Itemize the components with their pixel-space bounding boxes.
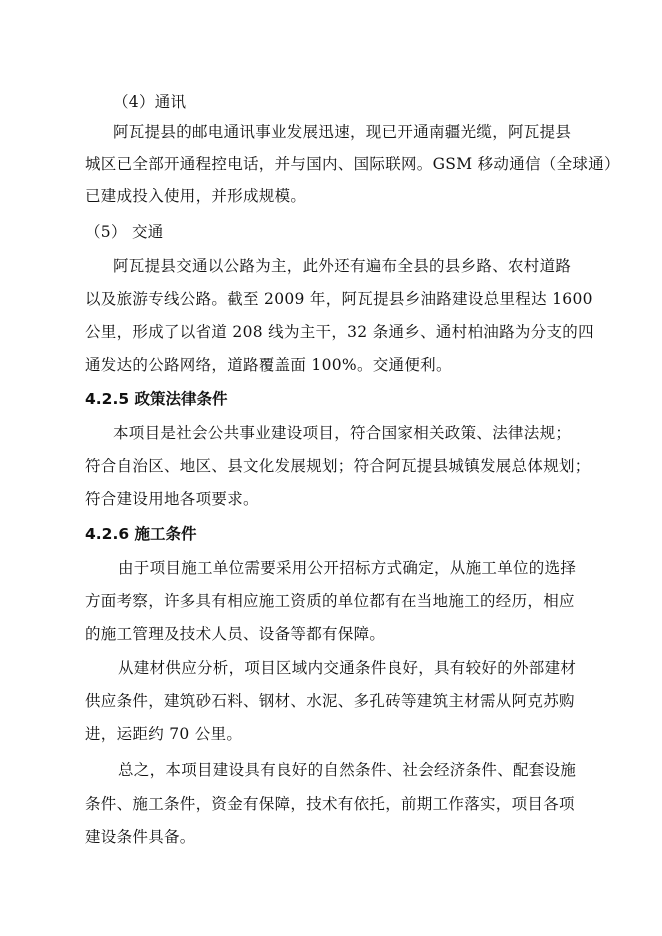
paragraph-line: 的施工管理及技术人员、设备等都有保障。	[85, 625, 386, 643]
paragraph-line: 公里，形成了以省道 208 线为主干，32 条通乡、通村柏油路为分支的四	[85, 323, 594, 341]
paragraph-line: 阿瓦提县的邮电通讯事业发展迅速，现已开通南疆光缆，阿瓦提县	[113, 123, 572, 141]
paragraph-line: 符合建设用地各项要求。	[85, 490, 259, 508]
paragraph-line: 以及旅游专线公路。截至 2009 年，阿瓦提县乡油路建设总里程达 1600	[85, 290, 593, 308]
paragraph-line: 总之，本项目建设具有良好的自然条件、社会经济条件、配套设施	[118, 761, 577, 779]
paragraph-line: 本项目是社会公共事业建设项目，符合国家相关政策、法律法规；	[113, 424, 572, 442]
paragraph-line: 通发达的公路网络，道路覆盖面 100%。交通便利。	[85, 356, 452, 374]
paragraph-line: 由于项目施工单位需要采用公开招标方式确定，从施工单位的选择	[118, 559, 577, 577]
subheading-telecom: （4）通讯	[113, 93, 187, 111]
paragraph-line: 阿瓦提县交通以公路为主，此外还有遍布全县的县乡路、农村道路	[113, 257, 572, 275]
paragraph-line: 符合自治区、地区、县文化发展规划；符合阿瓦提县城镇发展总体规划；	[85, 457, 591, 475]
paragraph-line: 进，运距约 70 公里。	[85, 725, 243, 743]
paragraph-line: 已建成投入使用，并形成规模。	[85, 187, 307, 205]
paragraph-line: 条件、施工条件，资金有保障，技术有依托，前期工作落实，项目各项	[85, 795, 575, 813]
paragraph-line: 城区已全部开通程控电话，并与国内、国际联网。GSM 移动通信（全球通）	[85, 155, 620, 173]
section-heading-4-2-5: 4.2.5 政策法律条件	[85, 390, 228, 408]
paragraph-line: 供应条件，建筑砂石料、钢材、水泥、多孔砖等建筑主材需从阿克苏购	[85, 692, 575, 710]
section-heading-4-2-6: 4.2.6 施工条件	[85, 525, 197, 543]
paragraph-line: 建设条件具备。	[85, 828, 196, 846]
subheading-transport: （5） 交通	[85, 223, 164, 241]
paragraph-line: 从建材供应分析，项目区域内交通条件良好，具有较好的外部建材	[118, 659, 577, 677]
paragraph-line: 方面考察，许多具有相应施工资质的单位都有在当地施工的经历，相应	[85, 592, 575, 610]
